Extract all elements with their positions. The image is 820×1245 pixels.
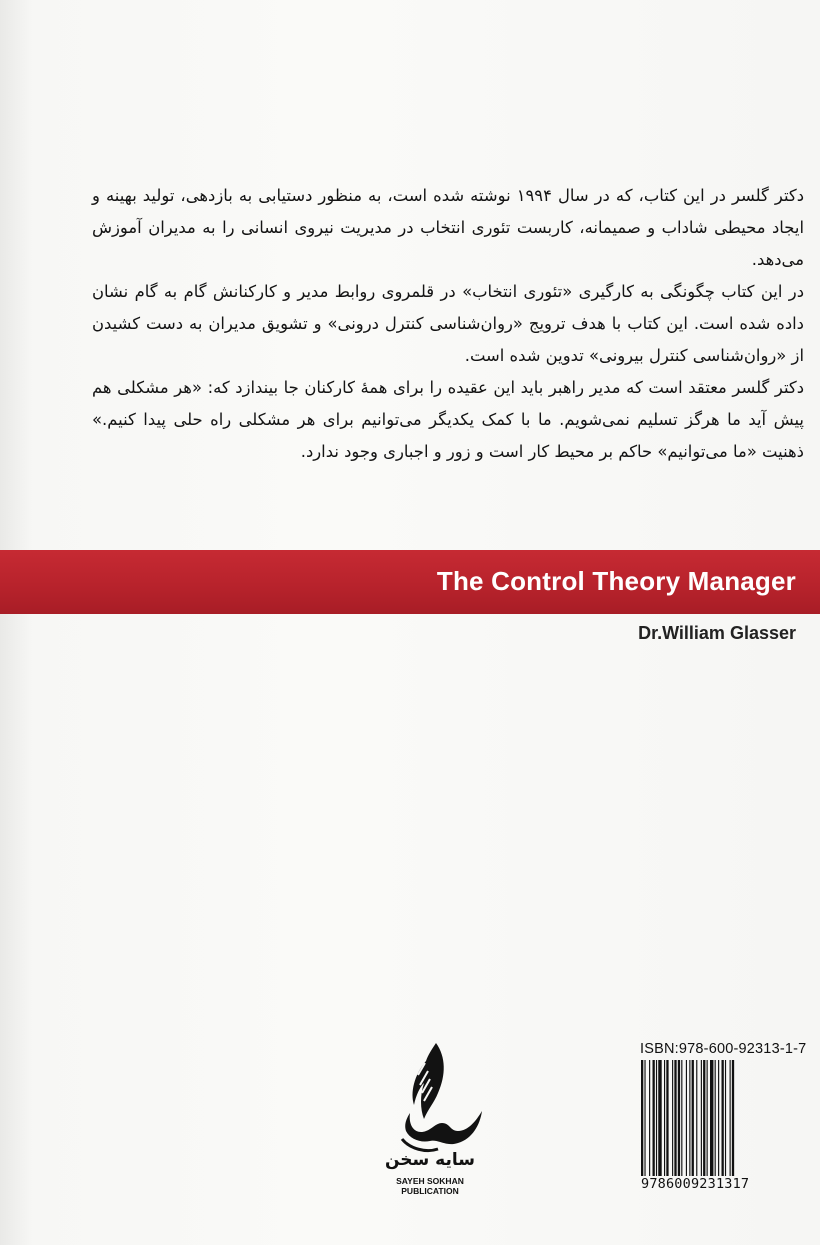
description-paragraph-1: دکتر گلسر در این کتاب، که در سال ۱۹۹۴ نوشته شده است، به منظور دستیابی به بازدهی، تولید بهینه و ایجاد محیطی شاداب و صمیمانه، کاربست تئوری انتخاب در مدیریت نیروی انسانی را به مدیران آموزش می‌دهد. — [92, 186, 804, 269]
barcode-bar — [707, 1060, 708, 1176]
barcode-bar — [686, 1060, 687, 1176]
description-paragraph-2: در این کتاب چگونگی به کارگیری «تئوری انتخاب» در قلمروی روابط مدیر و کارکنانش گام به گام نشان داده شده است. این کتاب با هدف ترویج «روان‌شناسی کنترل درونی» و تشویق مدیران به دست کشیدن از «روان‌شناسی کنترل بیرونی» تدوین شده است. — [92, 282, 804, 365]
barcode-bar — [641, 1060, 643, 1176]
publisher-name-persian: سایه سخن — [385, 1150, 475, 1170]
quill-feather-icon — [380, 1035, 500, 1195]
back-cover-description — [92, 180, 804, 468]
barcode-bar — [653, 1060, 655, 1176]
barcode-bar — [666, 1060, 668, 1176]
barcode-bar — [730, 1060, 731, 1176]
barcode-bar — [696, 1060, 697, 1176]
author-name: Dr.William Glasser — [638, 623, 796, 643]
publisher-name-line1: SAYEH SOKHAN — [396, 1176, 464, 1186]
isbn-label: ISBN:978-600-92313-1-7 — [640, 1041, 807, 1057]
barcode-bar — [725, 1060, 726, 1176]
barcode-bar — [732, 1060, 734, 1176]
publisher-name-line2: PUBLICATION — [401, 1186, 459, 1196]
barcode-bar — [692, 1060, 694, 1176]
barcode-bar — [656, 1060, 657, 1176]
barcode-bar — [672, 1060, 673, 1176]
barcode-bar — [658, 1060, 661, 1176]
publisher-name-english — [372, 1176, 488, 1196]
barcode-bar — [710, 1060, 713, 1176]
barcode-bar — [681, 1060, 682, 1176]
book-title-english: The Control Theory Manager — [436, 566, 796, 596]
barcode-bar — [689, 1060, 690, 1176]
barcode-image — [641, 1060, 787, 1176]
barcode-bar — [664, 1060, 665, 1176]
barcode-bar — [649, 1060, 650, 1176]
barcode-bar — [718, 1060, 719, 1176]
barcode-bar — [701, 1060, 702, 1176]
barcode-digits: 9786009231317 — [641, 1176, 750, 1192]
barcode-bar — [644, 1060, 645, 1176]
barcode-bar — [678, 1060, 680, 1176]
description-paragraph-3: دکتر گلسر معتقد است که مدیر راهبر باید این عقیده را برای همهٔ کارکنان جا بیندازد که: «هر مشکلی هم پیش آید ما هرگز تسلیم نمی‌شویم. ما با کمک یکدیگر می‌توانیم برای هر مشکلی راه حلی پیدا کنیم.» ذهنیت «ما می‌توانیم» حاکم بر محیط کار است و زور و اجباری وجود ندارد. — [92, 378, 804, 461]
barcode-bar — [722, 1060, 724, 1176]
barcode-bar — [703, 1060, 705, 1176]
barcode-bar — [715, 1060, 716, 1176]
barcode-bar — [674, 1060, 676, 1176]
